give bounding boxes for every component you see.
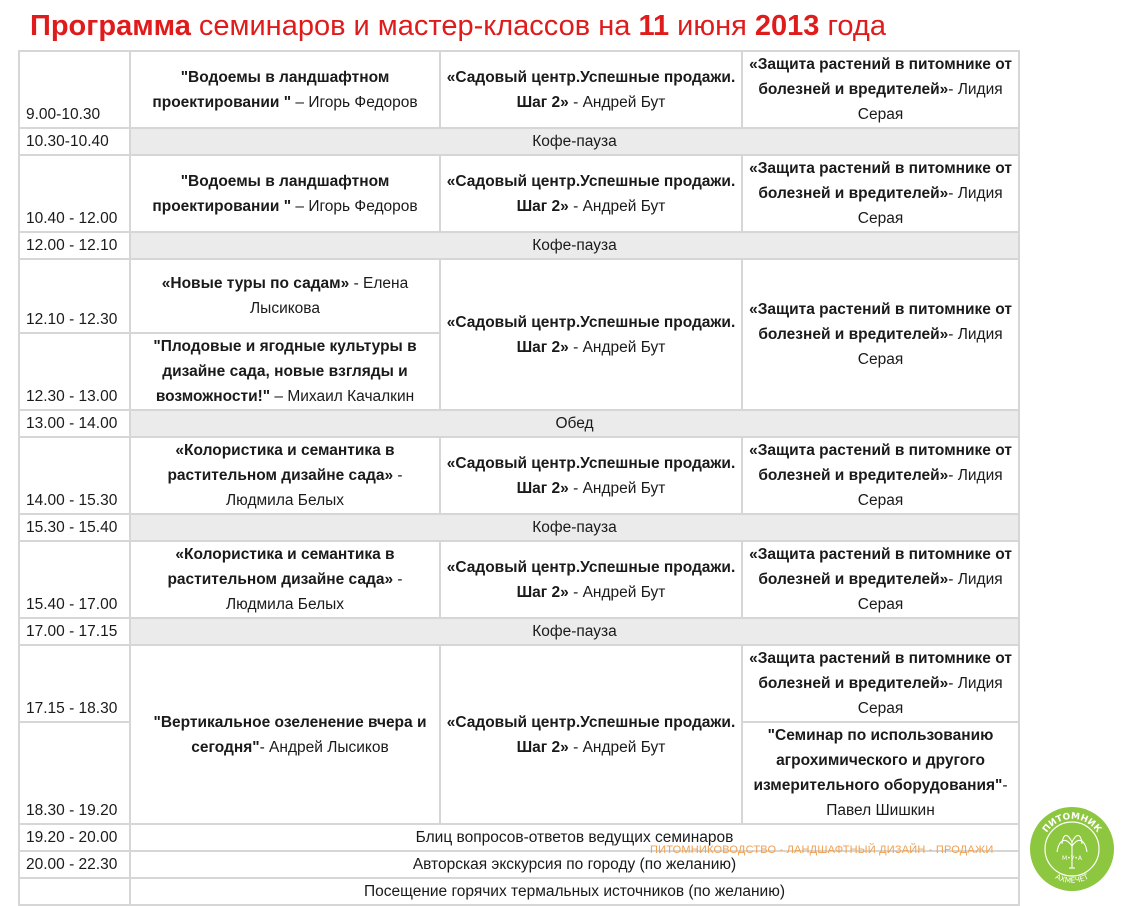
title-month: июня — [677, 10, 747, 42]
session-cell — [130, 155, 440, 232]
session-speaker: – Игорь Федоров — [291, 197, 418, 215]
time-cell: 12.10 - 12.30 — [19, 259, 130, 333]
session-cell — [742, 259, 1019, 410]
time-cell: 10.40 - 12.00 — [19, 155, 130, 232]
title-year: 2013 — [754, 10, 820, 42]
break-row — [19, 514, 1019, 541]
session-title: "Водоемы в ландшафтном проектировании " — [152, 68, 390, 111]
session-cell — [440, 541, 742, 618]
session-title: "Плодовые и ягодные культуры в дизайне сада, новые взгляды и возможности!" — [153, 338, 417, 405]
session-speaker: – Игорь Федоров — [291, 93, 418, 111]
session-speaker: - Андрей Бут — [568, 738, 666, 756]
session-speaker: - Лидия Серая — [857, 326, 1003, 368]
time-cell: 12.00 - 12.10 — [19, 232, 130, 259]
session-title: «Защита растений в питомнике от болезней и вредителей» — [749, 650, 1012, 692]
schedule-row — [19, 645, 1019, 722]
session-speaker: - Андрей Бут — [568, 197, 666, 215]
session-title: «Защита растений в питомнике от болезней и вредителей» — [749, 546, 1012, 588]
session-title: «Колористика и семантика в растительном дизайне сада» — [167, 546, 395, 588]
session-cell — [440, 437, 742, 514]
session-cell — [742, 155, 1019, 232]
nursery-logo — [1029, 806, 1115, 892]
title-word-program: Программа — [30, 10, 191, 42]
session-title: «Садовый центр.Успешные продажи. Шаг 2» — [446, 172, 736, 215]
time-cell: 14.00 - 15.30 — [19, 437, 130, 514]
schedule-row — [19, 437, 1019, 514]
session-title: "Вертикальное озеленение вчера и сегодня" — [153, 713, 427, 756]
logo-center-text: М•У•А — [1061, 855, 1083, 862]
time-cell: 13.00 - 14.00 — [19, 410, 130, 437]
session-speaker: - Людмила Белых — [226, 571, 403, 613]
session-cell — [130, 541, 440, 618]
session-speaker: - Лидия Серая — [857, 467, 1003, 509]
schedule-row — [19, 51, 1019, 128]
break-label: Кофе-пауза — [130, 232, 1019, 259]
logo-bottom-text: АХМЕЧЕТ — [1053, 871, 1091, 886]
session-speaker: - Андрей Лысиков — [259, 738, 389, 756]
session-cell — [742, 645, 1019, 722]
break-row — [19, 618, 1019, 645]
event-label: Авторская экскурсия по городу (по желанию) — [130, 851, 1019, 878]
session-cell — [130, 333, 440, 410]
session-title: «Колористика и семантика в растительном дизайне сада» — [167, 442, 395, 484]
session-cell — [742, 51, 1019, 128]
session-speaker: - Елена Лысикова — [250, 275, 409, 317]
session-title: «Садовый центр.Успешные продажи. Шаг 2» — [446, 713, 736, 756]
time-cell: 10.30-10.40 — [19, 128, 130, 155]
time-cell: 19.20 - 20.00 — [19, 824, 130, 851]
time-cell — [19, 878, 130, 905]
logo-top-text: ПИТОМНИК — [1041, 811, 1103, 835]
session-speaker: – Михаил Качалкин — [270, 388, 415, 405]
lunch-label: Обед — [130, 410, 1019, 437]
session-title: «Защита растений в питомнике от болезней и вредителей» — [749, 442, 1012, 484]
schedule-row — [19, 259, 1019, 333]
session-cell — [440, 155, 742, 232]
session-cell — [440, 259, 742, 410]
session-title: «Садовый центр.Успешные продажи. Шаг 2» — [446, 313, 736, 356]
session-title: «Защита растений в питомнике от болезней и вредителей» — [749, 56, 1012, 98]
time-cell: 9.00-10.30 — [19, 51, 130, 128]
session-title: «Садовый центр.Успешные продажи. Шаг 2» — [446, 558, 736, 601]
time-cell: 17.00 - 17.15 — [19, 618, 130, 645]
session-title: «Садовый центр.Успешные продажи. Шаг 2» — [446, 68, 736, 111]
title-day: 11 — [638, 10, 670, 42]
session-cell — [440, 645, 742, 824]
evening-row — [19, 878, 1019, 905]
session-speaker: - Лидия Серая — [857, 571, 1003, 613]
schedule-row — [19, 541, 1019, 618]
break-label: Кофе-пауза — [130, 128, 1019, 155]
session-speaker: - Лидия Серая — [857, 675, 1003, 717]
session-title: «Новые туры по садам» — [161, 275, 350, 292]
session-speaker: - Лидия Серая — [857, 81, 1003, 123]
session-cell — [742, 437, 1019, 514]
session-title: «Защита растений в питомнике от болезней и вредителей» — [749, 301, 1012, 343]
session-speaker: - Андрей Бут — [568, 583, 666, 601]
schedule-table — [18, 50, 1020, 906]
session-title: "Семинар по использованию агрохимического и другого измерительного оборудования" — [753, 727, 1003, 794]
time-cell: 17.15 - 18.30 — [19, 645, 130, 722]
session-title: «Садовый центр.Успешные продажи. Шаг 2» — [446, 454, 736, 497]
lunch-row — [19, 410, 1019, 437]
session-cell — [130, 437, 440, 514]
event-label: Блиц вопросов-ответов ведущих семинаров — [130, 824, 1019, 851]
session-title: "Водоемы в ландшафтном проектировании " — [152, 172, 390, 215]
time-cell: 15.40 - 17.00 — [19, 541, 130, 618]
session-cell — [130, 51, 440, 128]
footer-tagline: ПИТОМНИКОВОДСТВО - ЛАНДШАФТНЫЙ ДИЗАЙН - ПРОДАЖИ — [650, 844, 994, 856]
event-label: Посещение горячих термальных источников (по желанию) — [130, 878, 1019, 905]
session-speaker: - Андрей Бут — [568, 93, 666, 111]
break-row — [19, 232, 1019, 259]
session-cell — [440, 51, 742, 128]
schedule-row — [19, 155, 1019, 232]
title-suffix: года — [827, 10, 886, 42]
title-seminars: семинаров и мастер-классов на — [198, 10, 631, 42]
session-speaker: - Андрей Бут — [568, 338, 666, 356]
session-cell — [130, 259, 440, 333]
time-cell: 15.30 - 15.40 — [19, 514, 130, 541]
session-title: «Защита растений в питомнике от болезней и вредителей» — [749, 160, 1012, 202]
session-cell — [130, 645, 440, 824]
break-row — [19, 128, 1019, 155]
time-cell: 12.30 - 13.00 — [19, 333, 130, 410]
session-speaker: - Лидия Серая — [857, 185, 1003, 227]
time-cell: 20.00 - 22.30 — [19, 851, 130, 878]
session-speaker: - Павел Шишкин — [826, 777, 1008, 819]
session-speaker: - Андрей Бут — [568, 479, 666, 497]
session-cell — [742, 722, 1019, 824]
break-label: Кофе-пауза — [130, 618, 1019, 645]
time-cell: 18.30 - 19.20 — [19, 722, 130, 824]
page-title — [30, 10, 886, 43]
session-speaker: - Людмила Белых — [226, 467, 403, 509]
session-cell — [742, 541, 1019, 618]
break-label: Кофе-пауза — [130, 514, 1019, 541]
